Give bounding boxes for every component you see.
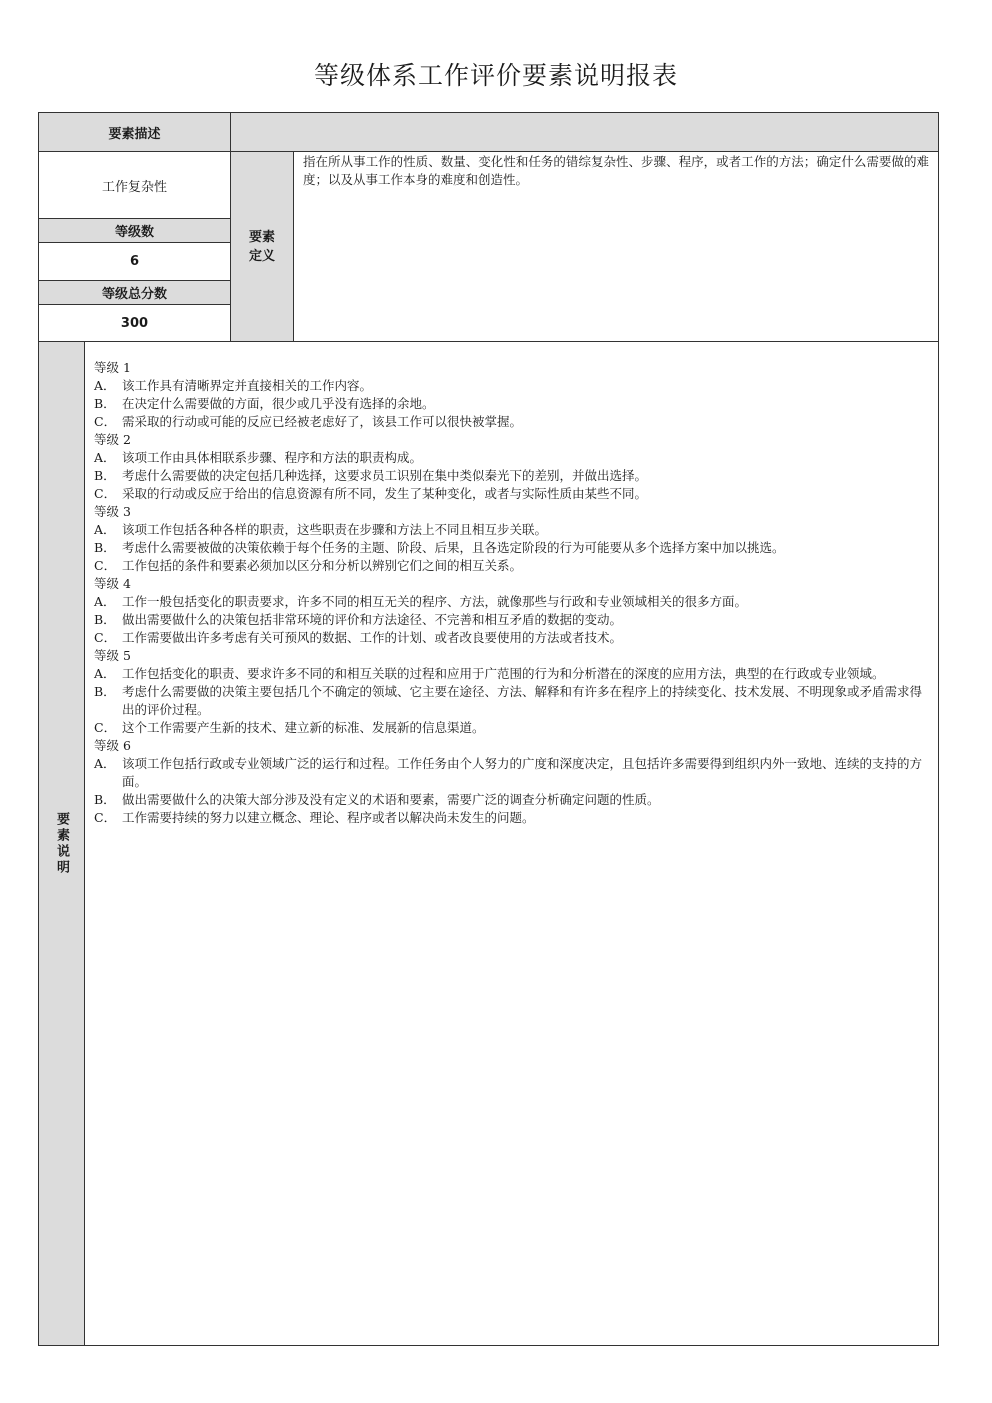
level-title: 等级 3 — [94, 504, 131, 519]
level-title: 等级 4 — [94, 576, 131, 591]
total-score-label: 等级总分数 — [101, 287, 167, 302]
level-item — [94, 395, 930, 413]
item-text: 在决定什么需要做的方面，很少或几乎没有选择的余地。 — [122, 396, 435, 411]
factor-name: 工作复杂性 — [101, 179, 167, 195]
level-count-label-cell — [38, 218, 231, 243]
item-text: 考虑什么需要做的决策主要包括几个不确定的领域、它主要在途径、方法、解释和有许多在程序上的持续变化、技术发展、不明现象或矛盾需求得出的评价过程。 — [122, 684, 923, 717]
explanation-label-cell — [38, 341, 85, 1346]
item-marker: C． — [94, 558, 117, 573]
definition-label: 要素定义 — [248, 229, 275, 264]
level-item — [94, 485, 930, 503]
level-item — [94, 809, 930, 827]
item-marker: B． — [94, 540, 116, 555]
item-text: 工作包括变化的职责、要求许多不同的和相互关联的过程和应用于广范围的行为和分析潜在的深度的应用方法，典型的在行政或专业领域。 — [122, 666, 885, 681]
definition-label-cell — [230, 151, 294, 342]
item-marker: C． — [94, 414, 117, 429]
total-score-label-cell — [38, 280, 231, 305]
level-item — [94, 413, 930, 431]
item-marker: B． — [94, 468, 116, 483]
level-count-cell — [38, 242, 231, 281]
level-title: 等级 6 — [94, 738, 131, 753]
level-item — [94, 449, 930, 467]
item-marker: A． — [94, 594, 116, 609]
item-text: 做出需要做什么的决策包括非常环境的评价和方法途径、不完善和相互矛盾的数据的变动。 — [122, 612, 623, 627]
item-text: 考虑什么需要做的决定包括几种选择，这要求员工识别在集中类似秦光下的差别，并做出选择。 — [122, 468, 648, 483]
item-text: 采取的行动或反应于给出的信息资源有所不同，发生了某种变化，或者与实际性质由某些不同。 — [122, 486, 648, 501]
factor-description-label-text: 要素描述 — [108, 126, 161, 142]
item-marker: B． — [94, 684, 116, 699]
item-marker: A． — [94, 522, 116, 537]
explanation-label: 要素说明 — [54, 811, 69, 876]
level-item — [94, 683, 930, 719]
item-text: 工作包括的条件和要素必须加以区分和分析以辨别它们之间的相互关系。 — [122, 558, 523, 573]
total-score-value: 300 — [120, 315, 149, 331]
item-marker: C． — [94, 630, 117, 645]
item-text: 该工作具有清晰界定并直接相关的工作内容。 — [122, 378, 373, 393]
item-text: 需采取的行动或可能的反应已经被老虑好了，该县工作可以很快被掌握。 — [122, 414, 523, 429]
definition-text: 指在所从事工作的性质、数量、变化性和任务的错综复杂性、步骤、程序，或者工作的方法；确定什么需要做的难度；以及从事工作本身的难度和创造性。 — [303, 154, 929, 187]
item-marker: C． — [94, 810, 117, 825]
item-text: 工作需要持续的努力以建立概念、理论、程序或者以解决尚未发生的问题。 — [122, 810, 535, 825]
level-item — [94, 467, 930, 485]
level-item — [94, 521, 930, 539]
item-text: 该项工作包括行政或专业领域广泛的运行和过程。工作任务由个人努力的广度和深度决定，且包括许多需要得到组织内外一致地、连续的支持的方面。 — [122, 756, 923, 789]
item-marker: B． — [94, 396, 116, 411]
level-item — [94, 629, 930, 647]
item-text: 该项工作包括各种各样的职责，这些职责在步骤和方法上不同且相互步关联。 — [122, 522, 548, 537]
factor-name-cell — [38, 151, 231, 219]
level-item — [94, 557, 930, 575]
item-marker: A． — [94, 378, 116, 393]
level-count-value: 6 — [129, 254, 140, 269]
item-marker: B． — [94, 792, 116, 807]
level-count-label: 等级数 — [114, 225, 154, 240]
levels-content — [84, 341, 939, 1346]
level-item — [94, 593, 930, 611]
item-marker: A． — [94, 666, 116, 681]
item-text: 工作需要做出许多考虑有关可预风的数据、工作的计划、或者改良要使用的方法或者技术。 — [122, 630, 623, 645]
item-marker: A． — [94, 450, 116, 465]
item-marker: C． — [94, 720, 117, 735]
item-text: 这个工作需要产生新的技术、建立新的标准、发展新的信息渠道。 — [122, 720, 485, 735]
level-item — [94, 665, 930, 683]
item-marker: B． — [94, 612, 116, 627]
level-title: 等级 5 — [94, 648, 131, 663]
factor-description-value — [230, 112, 939, 152]
item-text: 工作一般包括变化的职责要求，许多不同的相互无关的程序、方法，就像那些与行政和专业领域相关的很多方面。 — [122, 594, 748, 609]
level-item — [94, 755, 930, 791]
item-text: 考虑什么需要被做的决策依赖于每个任务的主题、阶段、后果，且各选定阶段的行为可能要从多个选择方案中加以挑选。 — [122, 540, 785, 555]
level-title: 等级 1 — [94, 360, 131, 375]
item-text: 做出需要做什么的决策大部分涉及没有定义的术语和要素，需要广泛的调查分析确定问题的性质。 — [122, 792, 660, 807]
level-item — [94, 719, 930, 737]
level-item — [94, 377, 930, 395]
level-item — [94, 611, 930, 629]
level-title: 等级 2 — [94, 432, 131, 447]
factor-description-label — [38, 112, 231, 152]
page-title: 等级体系工作评价要素说明报表 — [313, 61, 678, 90]
total-score-cell — [38, 304, 231, 342]
level-item — [94, 539, 930, 557]
item-text: 该项工作由具体相联系步骤、程序和方法的职责构成。 — [122, 450, 423, 465]
item-marker: A． — [94, 756, 116, 771]
level-item — [94, 791, 930, 809]
definition-text-cell — [293, 151, 939, 342]
item-marker: C． — [94, 486, 117, 501]
